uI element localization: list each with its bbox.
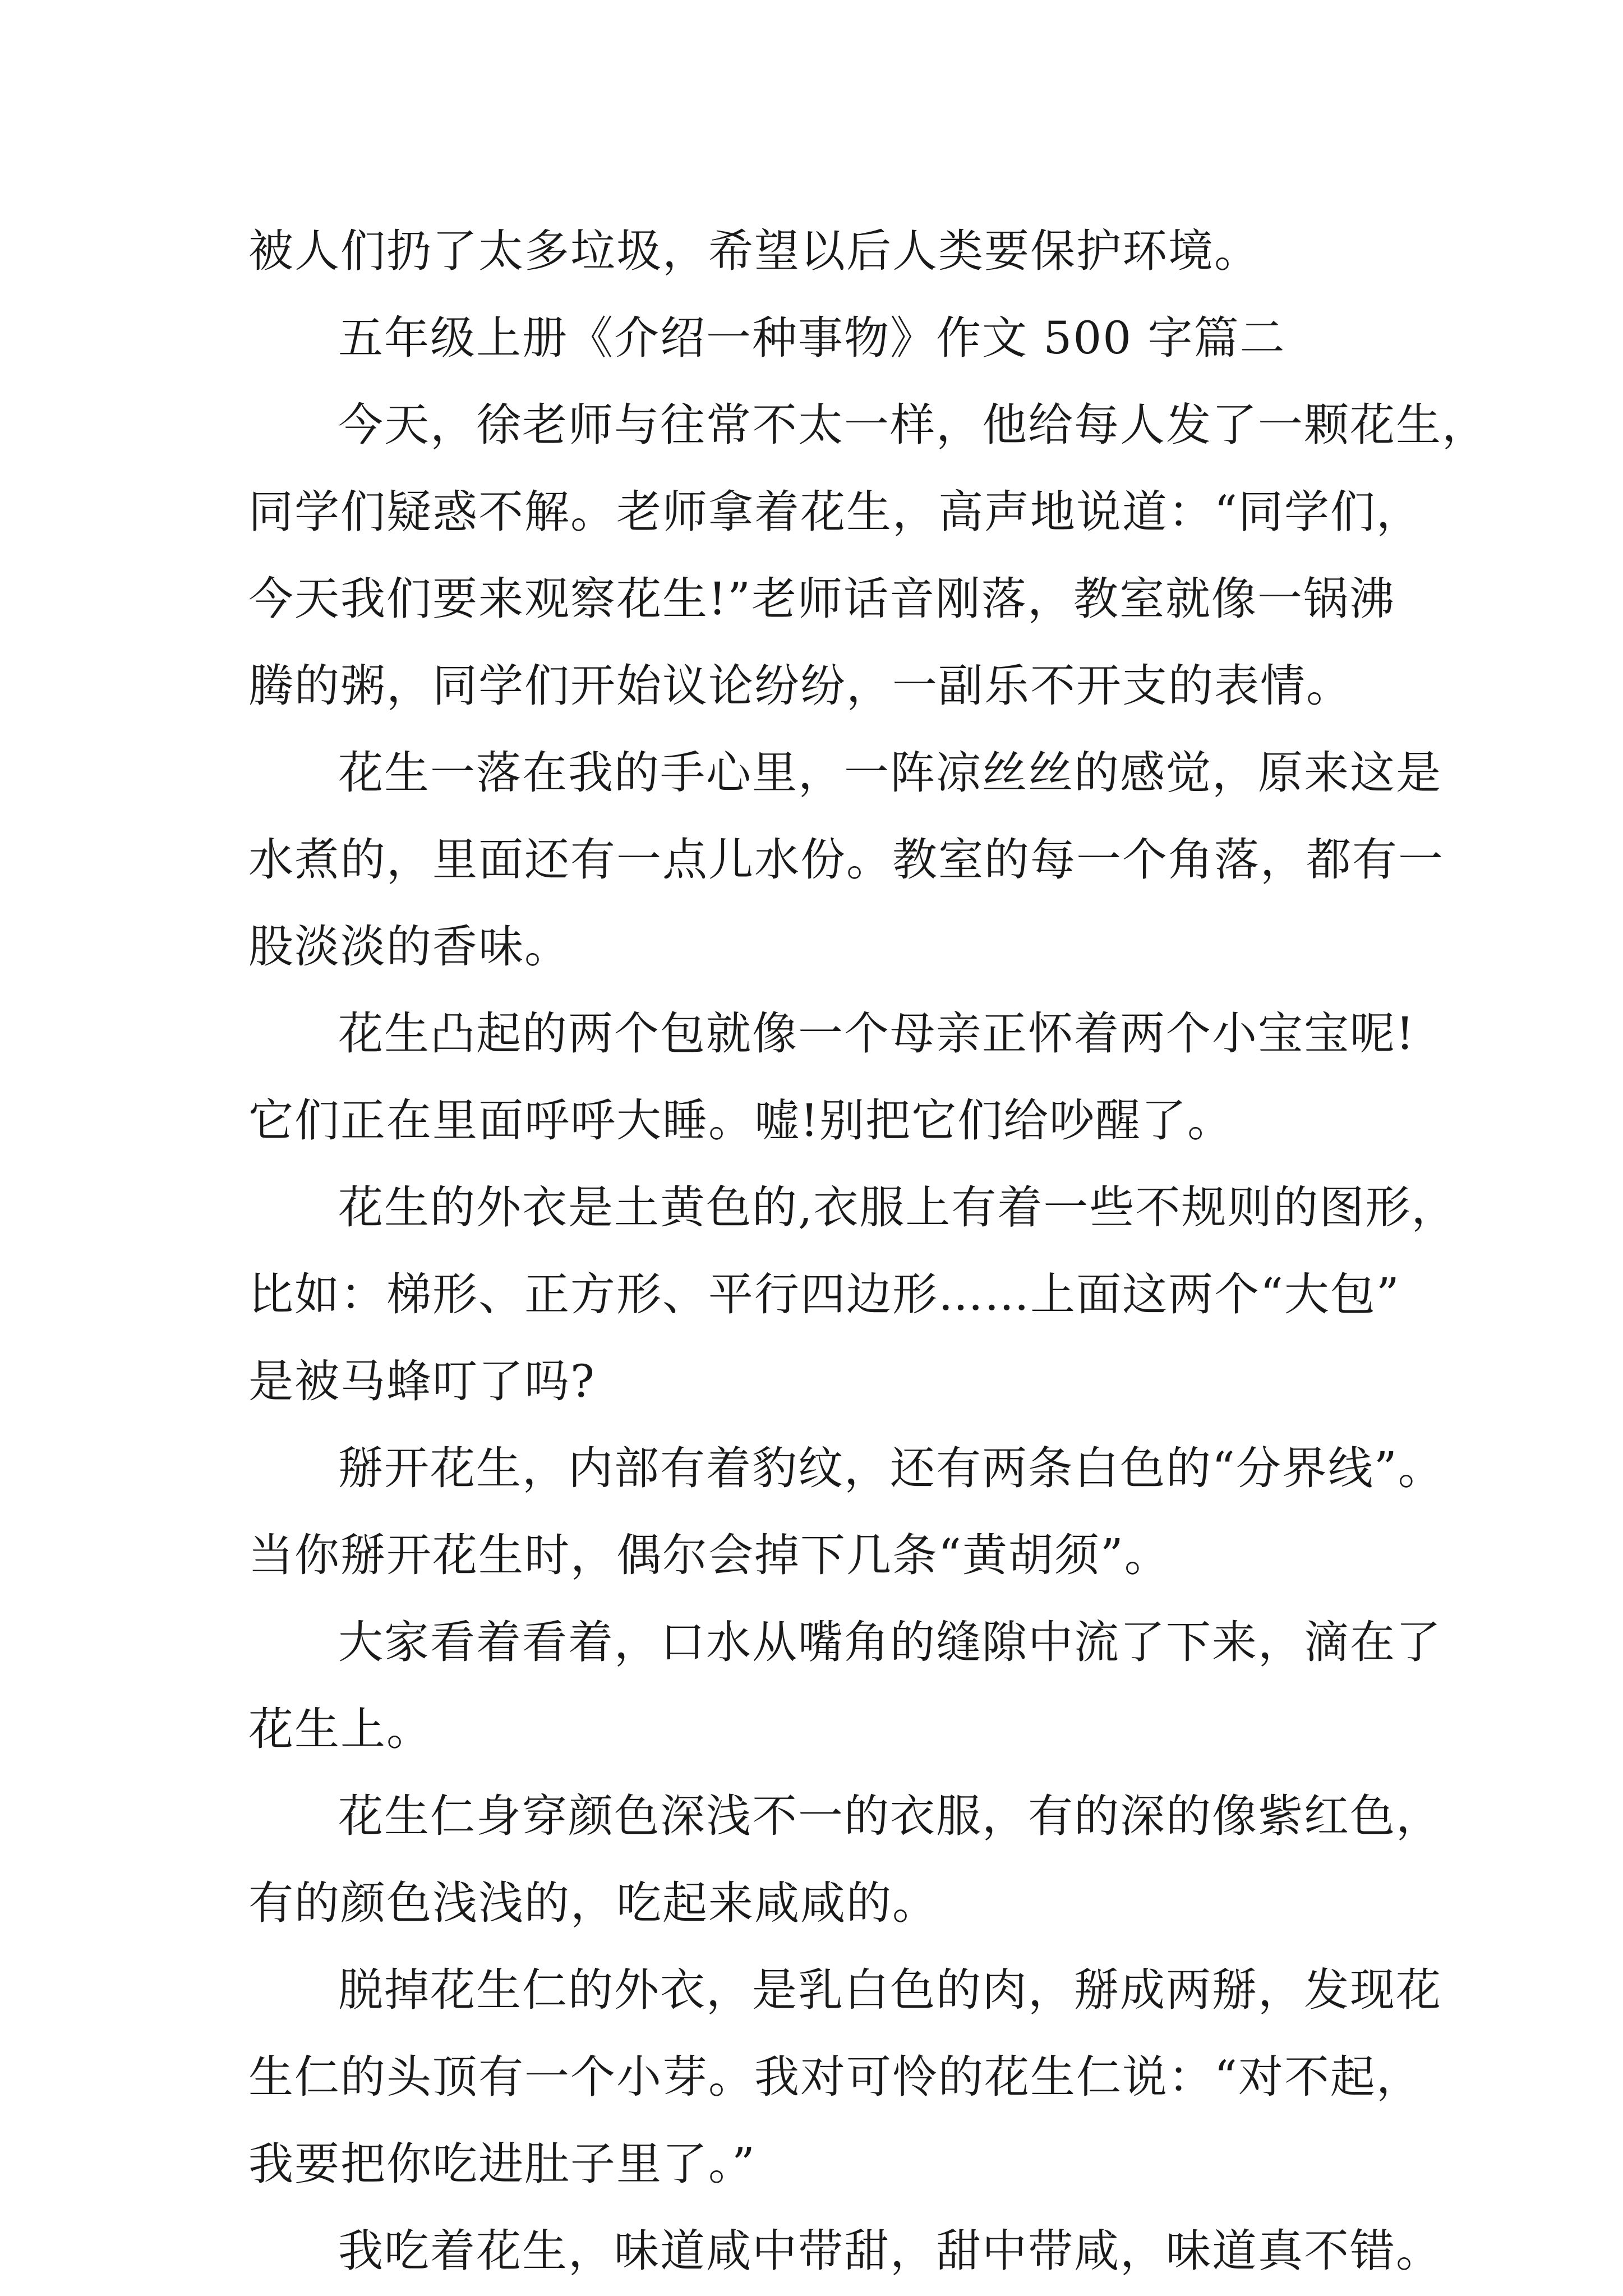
text-line: 腾的粥，同学们开始议论纷纷，一副乐不开支的表情。	[248, 660, 1352, 712]
text-line: 水煮的，里面还有一点儿水份。教室的每一个角落，都有一	[248, 834, 1444, 886]
text-line: 股淡淡的香味。	[248, 921, 570, 973]
paragraph-4	[248, 729, 1444, 990]
paragraph-11	[248, 2207, 1442, 2294]
paragraph-8	[248, 1599, 1442, 1773]
text-line: 有的颜色浅浅的，吃起来咸咸的。	[248, 1877, 938, 1929]
text-line: 我吃着花生，味道咸中带甜，甜中带咸，味道真不错。	[338, 2225, 1442, 2277]
text-line: 当你掰开花生时，偶尔会掉下几条“黄胡须”。	[248, 1529, 1170, 1581]
text-line: 今天，徐老师与往常不太一样，他给每人发了一颗花生，	[338, 399, 1488, 451]
paragraph-10	[248, 1947, 1442, 2207]
paragraph-5	[248, 990, 1415, 1164]
text-line: 比如：梯形、正方形、平行四边形……上面这两个“大包”	[248, 1268, 1400, 1320]
text-line: 掰开花生，内部有着豹纹，还有两条白色的“分界线”。	[338, 1442, 1444, 1494]
text-line: 同学们疑惑不解。老师拿着花生，高声地说道：“同学们，	[248, 486, 1422, 538]
text-line: 大家看着看着，口水从嘴角的缝隙中流了下来，滴在了	[338, 1616, 1442, 1668]
text-line: 花生上。	[248, 1703, 432, 1755]
paragraph-1	[248, 208, 1393, 295]
text-line: 花生的外衣是土黄色的,衣服上有着一些不规则的图形，	[338, 1181, 1458, 1234]
text-line: 花生一落在我的手心里，一阵凉丝丝的感觉，原来这是	[338, 747, 1442, 799]
text-line: 脱掉花生仁的外衣，是乳白色的肉，掰成两掰，发现花	[338, 1964, 1442, 2016]
paragraph-6	[248, 1164, 1458, 1425]
text-line: 被人们扔了太多垃圾，希望以后人类要保护环境。	[248, 225, 1260, 277]
paragraph-3	[248, 381, 1488, 729]
text-line: 花生仁身穿颜色深浅不一的衣服，有的深的像紫红色，	[338, 1790, 1442, 1842]
paragraph-9	[248, 1773, 1442, 1947]
section-title-text: 五年级上册《介绍一种事物》作文 500 字篇二	[338, 312, 1286, 364]
text-line: 是被马蜂叮了吗?	[248, 1355, 596, 1407]
section-title	[248, 295, 1393, 381]
paragraph-7	[248, 1425, 1444, 1599]
document-body	[248, 208, 1488, 2294]
text-line: 它们正在里面呼呼大睡。嘘!别把它们给吵醒了。	[248, 1094, 1234, 1147]
text-line: 我要把你吃进肚子里了。”	[248, 2138, 756, 2190]
text-line: 今天我们要来观察花生!”老师话音刚落，教室就像一锅沸	[248, 573, 1396, 625]
text-line: 生仁的头顶有一个小芽。我对可怜的花生仁说：“对不起，	[248, 2051, 1422, 2103]
text-line: 花生凸起的两个包就像一个母亲正怀着两个小宝宝呢!	[338, 1007, 1415, 1060]
